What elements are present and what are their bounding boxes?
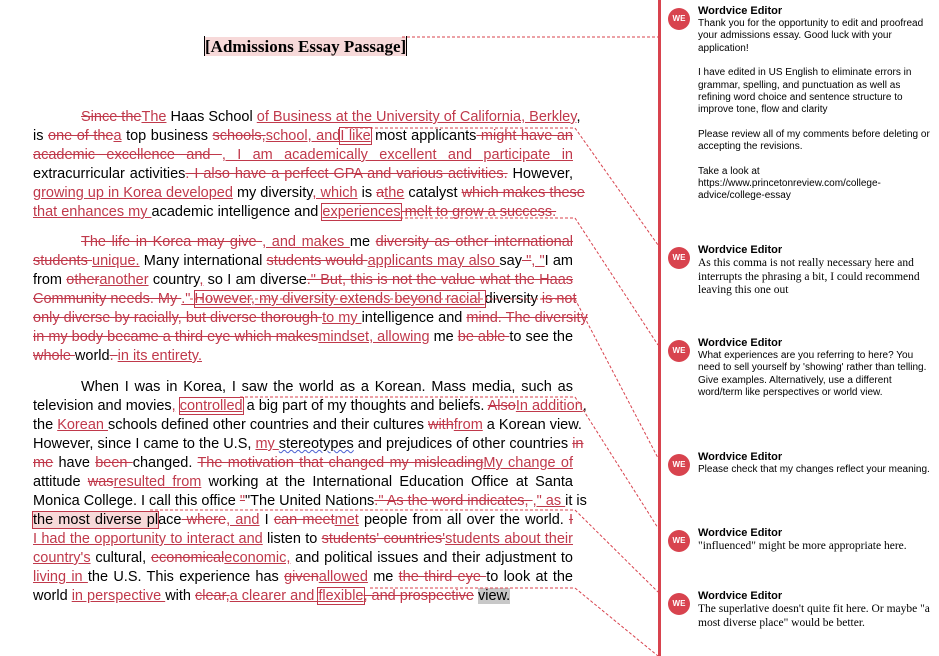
text-line bbox=[33, 290, 577, 309]
body-text: my diversity bbox=[232, 185, 313, 201]
comment-anchor[interactable]: flexible bbox=[318, 588, 364, 604]
comment-anchor[interactable]: However, my diversity extends beyond racial bbox=[194, 291, 485, 307]
inserted-text: , and bbox=[226, 512, 260, 528]
body-text: , bbox=[582, 398, 587, 414]
paragraph-2 bbox=[33, 233, 588, 366]
comment-text: Thank you for the opportunity to edit and proofread your admissions essay. Good luck with your application! bbox=[698, 18, 924, 54]
inserted-text: The bbox=[141, 109, 167, 125]
inserted-text: , " bbox=[531, 253, 545, 269]
comment-body bbox=[698, 18, 934, 215]
body-text: working at the International Education Office at Santa bbox=[201, 474, 573, 490]
body-text: have bbox=[53, 455, 96, 471]
inserted-text: students about their bbox=[445, 531, 573, 547]
inserted-text: , bbox=[171, 398, 176, 414]
inserted-text: a clearer and bbox=[229, 588, 319, 604]
deleted-text: the third eye bbox=[398, 569, 487, 585]
body-text: is bbox=[357, 185, 377, 201]
inserted-text: mindset, allowing bbox=[318, 329, 430, 345]
comment-anchor[interactable]: the most diverse pl bbox=[33, 512, 159, 528]
body-text: , bbox=[576, 109, 581, 125]
inserted-text: unique. bbox=[92, 253, 140, 269]
text-line bbox=[33, 127, 573, 146]
comment-body bbox=[698, 464, 934, 488]
body-text: me bbox=[367, 569, 399, 585]
deleted-text: ." But, this is not the value what the Haas bbox=[306, 272, 574, 288]
body-text: from bbox=[33, 272, 67, 288]
comment-anchor-bracket bbox=[406, 36, 407, 56]
deleted-text: students would bbox=[266, 253, 368, 269]
document-title bbox=[204, 36, 407, 57]
deleted-text: . bbox=[109, 348, 118, 364]
avatar: WE bbox=[668, 530, 690, 552]
inserted-text: I had the opportunity to interact and bbox=[33, 531, 263, 547]
comment-body bbox=[698, 603, 934, 642]
body-text: extracurricular activities bbox=[33, 166, 186, 182]
deleted-text: in bbox=[572, 436, 584, 452]
deleted-text: where bbox=[181, 512, 227, 528]
inserted-text: another bbox=[99, 272, 149, 288]
deleted-text: whole bbox=[33, 348, 75, 364]
inserted-text: economic, bbox=[224, 550, 291, 566]
avatar: WE bbox=[668, 454, 690, 476]
text-line bbox=[33, 165, 573, 184]
body-text: Many international bbox=[139, 253, 267, 269]
comment-anchor[interactable]: experiences bbox=[322, 204, 401, 220]
text-line bbox=[33, 454, 573, 473]
text-line bbox=[33, 473, 573, 492]
text-line bbox=[33, 271, 573, 290]
inserted-text: My change of bbox=[483, 455, 573, 471]
deleted-text: one of the bbox=[48, 128, 114, 144]
deleted-text: mind. The diversity bbox=[466, 310, 588, 326]
inserted-text: from bbox=[453, 417, 483, 433]
text-line bbox=[33, 511, 573, 530]
deleted-text: ." As the word indicates, bbox=[374, 493, 533, 509]
body-text: However, since I came to the U.S, bbox=[33, 436, 256, 452]
inserted-text: to my bbox=[322, 310, 362, 326]
body-text: intelligence and bbox=[361, 310, 467, 326]
deleted-text: only diverse by racially, but diverse thorough bbox=[33, 310, 323, 326]
paragraph-1 bbox=[33, 108, 585, 222]
deleted-text: students bbox=[33, 253, 92, 269]
body-text: However, bbox=[507, 166, 573, 182]
avatar: WE bbox=[668, 8, 690, 30]
comment-text: The superlative doesn't quite fit here. Or maybe "a most diverse place" would be better. bbox=[698, 603, 930, 629]
body-text: me bbox=[349, 234, 376, 250]
text-line bbox=[33, 378, 573, 397]
inserted-text: a bbox=[113, 128, 122, 144]
body-text: most applicants bbox=[370, 128, 477, 144]
text-line bbox=[33, 233, 573, 252]
inserted-text: applicants may also bbox=[367, 253, 500, 269]
text-line bbox=[33, 435, 584, 454]
deleted-text: Also bbox=[487, 398, 516, 414]
body-text: academic intelligence and bbox=[151, 204, 323, 220]
comment-text: Please check that my changes reflect your meaning. bbox=[698, 464, 930, 475]
body-text: top business bbox=[121, 128, 213, 144]
title-text[interactable]: [Admissions Essay Passage] bbox=[205, 37, 407, 56]
deleted-text: in my body became a third eye which makes bbox=[33, 329, 319, 345]
text-line bbox=[33, 416, 582, 435]
text-line bbox=[33, 108, 581, 127]
comment-body bbox=[698, 350, 934, 412]
deleted-text: I bbox=[568, 512, 573, 528]
deleted-text: given bbox=[284, 569, 319, 585]
comment-text: What experiences are you referring to here? You need to sell yourself by 'showing' rather than telling. Give examples. Alternatively, use a different word/term like perspectives or world view. bbox=[698, 350, 927, 399]
body-text: and prejudices of other countries bbox=[353, 436, 573, 452]
body-text: When I was in Korea, I saw the world as a Korean. Mass media, such as bbox=[81, 379, 573, 395]
comment-text: As this comma is not really necessary here and interrupts the phrasing a bit, I could recommend leaving this one out bbox=[698, 257, 920, 296]
comment-anchor[interactable]: controlled bbox=[179, 398, 243, 414]
body-text: I am bbox=[544, 253, 573, 269]
body-text: a Korean view. bbox=[482, 417, 582, 433]
inserted-text: ," as bbox=[532, 493, 566, 509]
text-line bbox=[33, 347, 573, 366]
comment-author: Wordvice Editor bbox=[698, 527, 783, 539]
comment-author: Wordvice Editor bbox=[698, 451, 783, 463]
text-line bbox=[33, 252, 573, 271]
body-text: it is bbox=[565, 493, 587, 509]
deleted-text: diversity as other international bbox=[375, 234, 573, 250]
deleted-text: students' countries' bbox=[321, 531, 446, 547]
avatar: WE bbox=[668, 340, 690, 362]
body-text: Monica College. I call this office bbox=[33, 493, 240, 509]
text-line bbox=[33, 530, 573, 549]
deleted-text: be able bbox=[457, 329, 510, 345]
body-text: "The United Nations bbox=[245, 493, 375, 509]
deleted-text: was bbox=[87, 474, 114, 490]
inserted-text: ." bbox=[181, 291, 195, 307]
body-text: people from all over the world. bbox=[358, 512, 569, 528]
cursor-highlight: view. bbox=[477, 588, 511, 604]
deleted-text: The life in Korea may give bbox=[81, 234, 263, 250]
inserted-text: met bbox=[334, 512, 359, 528]
inserted-text: the bbox=[384, 185, 405, 201]
text-line bbox=[33, 587, 573, 606]
deleted-text: Since the bbox=[81, 109, 142, 125]
comment-text: Take a look at https://www.princetonreview.com/college-advice/college-essay bbox=[698, 165, 881, 202]
inserted-text: country's bbox=[33, 550, 91, 566]
comment-pane-divider bbox=[658, 0, 661, 656]
text-line bbox=[33, 203, 573, 222]
inserted-text: resulted from bbox=[113, 474, 202, 490]
body-text: schools defined other countries and their cultures bbox=[107, 417, 428, 433]
comment-author: Wordvice Editor bbox=[698, 5, 783, 17]
deleted-text: might have an bbox=[476, 128, 573, 144]
comment-text: Please review all of my comments before deleting or accepting the revisions. bbox=[698, 128, 930, 153]
text-line bbox=[33, 568, 573, 587]
deleted-text: The motivation that changed my misleading bbox=[197, 455, 484, 471]
deleted-text: " bbox=[239, 493, 246, 509]
body-text: me bbox=[429, 329, 458, 345]
deleted-text: , and prospective bbox=[363, 588, 474, 604]
body-text: I bbox=[259, 512, 274, 528]
paragraph-3 bbox=[33, 378, 587, 606]
body-text: so I am diverse bbox=[203, 272, 307, 288]
body-text: cultural, bbox=[90, 550, 151, 566]
body-text: country bbox=[148, 272, 200, 288]
body-text: a big part of my thoughts and beliefs. bbox=[242, 398, 488, 414]
body-text: world bbox=[74, 348, 110, 364]
body-text: ace bbox=[158, 512, 182, 528]
inserted-text: growing up in Korea developed bbox=[33, 185, 233, 201]
deleted-text: been bbox=[95, 455, 133, 471]
comment-anchor[interactable]: I like bbox=[340, 128, 371, 144]
body-text: the bbox=[33, 417, 58, 433]
comment-text: I have edited in US English to eliminate errors in grammar, spelling, and punctuation as well as refining word choice and sentence structure to improve tone, flow and clarity bbox=[698, 67, 912, 116]
deleted-text: which makes these bbox=[461, 185, 585, 201]
inserted-text: , and makes bbox=[262, 234, 350, 250]
body-text: say bbox=[499, 253, 522, 269]
comment-author: Wordvice Editor bbox=[698, 337, 783, 349]
deleted-text: melt to grow a success. bbox=[400, 204, 557, 220]
body-text: the U.S. This experience has bbox=[87, 569, 285, 585]
body-text: with bbox=[165, 588, 196, 604]
inserted-text: In addition bbox=[515, 398, 583, 414]
body-text: Haas School bbox=[166, 109, 257, 125]
body-text: and political issues and their adjustment to bbox=[290, 550, 573, 566]
inserted-text: in its entirety. bbox=[117, 348, 202, 364]
inserted-text: , which bbox=[312, 185, 358, 201]
avatar: WE bbox=[668, 247, 690, 269]
body-text: to see the bbox=[509, 329, 574, 345]
inserted-text: that enhances my bbox=[33, 204, 152, 220]
text-line bbox=[33, 146, 573, 165]
deleted-text: other bbox=[66, 272, 100, 288]
text-line bbox=[33, 309, 588, 328]
body-text: television and movies bbox=[33, 398, 172, 414]
body-text: diversity bbox=[484, 291, 542, 307]
comment-body bbox=[698, 257, 934, 310]
inserted-text: , bbox=[199, 272, 204, 288]
inserted-text: allowed bbox=[318, 569, 368, 585]
comment-text: "influenced" might be more appropriate here. bbox=[698, 540, 907, 552]
avatar: WE bbox=[668, 593, 690, 615]
text-line bbox=[33, 397, 587, 416]
inserted-text: school, and bbox=[265, 128, 341, 144]
text-line bbox=[33, 549, 573, 568]
deleted-text: academic excellence and bbox=[33, 147, 222, 163]
deleted-text: . I also have a perfect GPA and various activities. bbox=[185, 166, 508, 182]
comment-author: Wordvice Editor bbox=[698, 244, 783, 256]
deleted-text: a bbox=[376, 185, 385, 201]
inserted-text: of Business at the University of California, Berkley bbox=[256, 109, 577, 125]
inserted-text: Korean bbox=[57, 417, 108, 433]
deleted-text: economical bbox=[150, 550, 225, 566]
body-text: changed. bbox=[132, 455, 198, 471]
body-text: listen to bbox=[262, 531, 322, 547]
text-line bbox=[33, 492, 587, 511]
deleted-text: Community needs. My bbox=[33, 291, 182, 307]
deleted-text: clear, bbox=[195, 588, 230, 604]
comment-body bbox=[698, 540, 934, 566]
body-text: to look at the bbox=[486, 569, 573, 585]
comment-author: Wordvice Editor bbox=[698, 590, 783, 602]
inserted-text: in perspective bbox=[71, 588, 166, 604]
deleted-text: me bbox=[33, 455, 54, 471]
body-text: catalyst bbox=[404, 185, 462, 201]
inserted-text: my bbox=[255, 436, 279, 452]
deleted-text: schools, bbox=[212, 128, 266, 144]
body-text: is bbox=[33, 128, 48, 144]
inserted-text: , I am academically excellent and participate in bbox=[221, 147, 573, 163]
spelling-flag: stereotypes bbox=[278, 436, 354, 452]
body-text: attitude bbox=[33, 474, 88, 490]
inserted-text: living in bbox=[33, 569, 88, 585]
deleted-text: with bbox=[427, 417, 454, 433]
text-line bbox=[33, 184, 585, 203]
deleted-text: " bbox=[521, 253, 532, 269]
deleted-text: can meet bbox=[273, 512, 335, 528]
deleted-text: is not bbox=[541, 291, 577, 307]
text-line bbox=[33, 328, 573, 347]
body-text: world bbox=[33, 588, 72, 604]
